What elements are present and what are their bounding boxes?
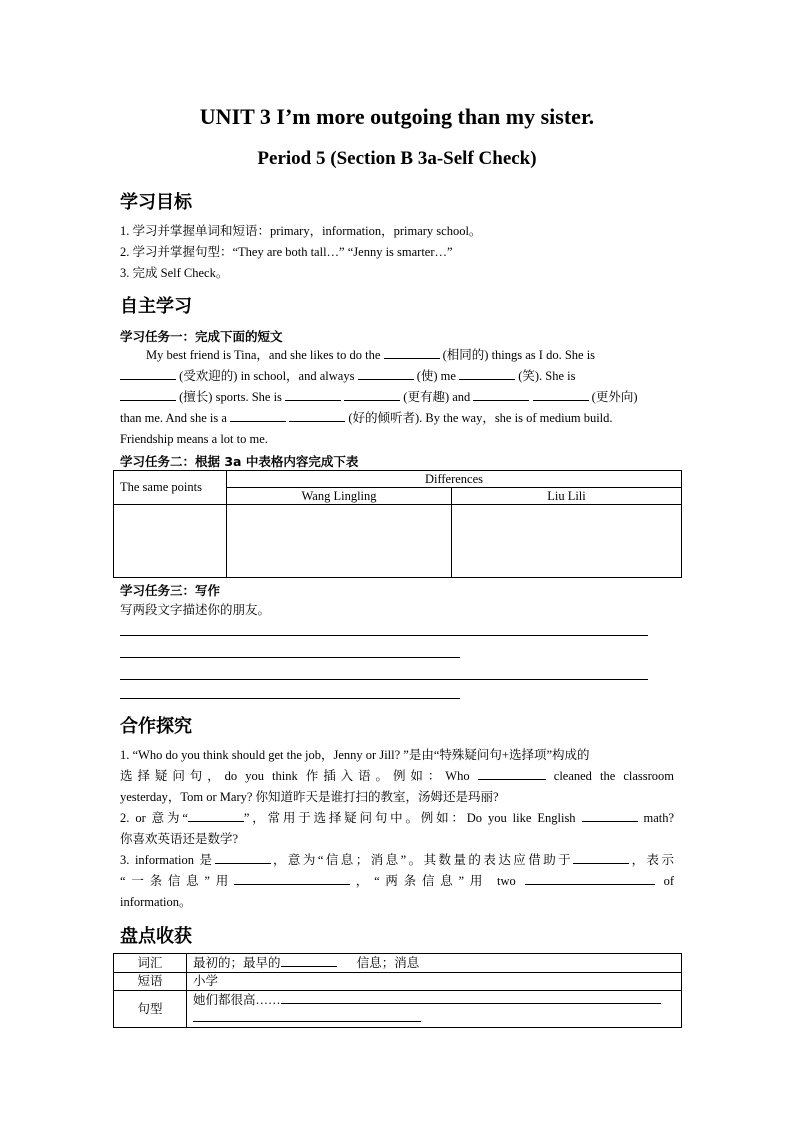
objective-item: 1. 学习并掌握单词和短语：primary，information，primary school。 <box>120 224 482 238</box>
passage-text: My best friend is Tina，and she likes to do the <box>146 348 381 362</box>
blank[interactable] <box>215 851 271 864</box>
task1-label: 学习任务一：完成下面的短文 <box>120 329 283 344</box>
blank[interactable] <box>230 409 286 422</box>
blank[interactable] <box>281 991 661 1004</box>
phrase-label: 短语 <box>114 973 187 991</box>
blank[interactable] <box>473 388 529 401</box>
passage-text: (好的倾听者). By the way，she is of medium build. <box>348 411 613 425</box>
point-text: math? <box>643 811 675 825</box>
objective-item: 2. 学习并掌握句型：“They are both tall…” “Jenny is smarter…” <box>120 245 453 259</box>
wang-lingling-header: Wang Lingling <box>227 488 452 505</box>
point-text: ，“两条信息”用 two <box>350 874 516 888</box>
blank[interactable] <box>188 809 244 822</box>
point-text: ，表示 <box>629 853 674 867</box>
sentence-item: 她们都很高…… <box>193 993 281 1007</box>
task2-label: 学习任务二：根据 3a 中表格内容完成下表 <box>120 454 359 469</box>
passage-text: (受欢迎的) in school，and always <box>179 369 355 383</box>
point-3-example <box>120 871 674 892</box>
blank[interactable] <box>533 388 589 401</box>
passage-text: (使) me <box>416 369 456 383</box>
blank[interactable] <box>384 346 440 359</box>
cooperation-points <box>120 745 674 913</box>
wang-lingling-cell[interactable] <box>227 505 452 578</box>
sentence-cell <box>187 991 682 1028</box>
point-text: 2. or 意为“ <box>120 811 188 825</box>
point-text: cleaned the classroom <box>553 769 675 783</box>
writing-line[interactable] <box>120 635 648 636</box>
blank[interactable] <box>459 367 515 380</box>
point-1-translation: yesterday，Tom or Mary? 你知道昨天是谁打扫的教室，汤姆还是玛丽? <box>120 790 499 804</box>
point-text: of <box>663 874 674 888</box>
phrase-item: 小学 <box>193 974 219 988</box>
passage-text: (相同的) things as I do. She is <box>442 348 596 362</box>
point-text: 3. information 是 <box>120 853 215 867</box>
blank[interactable] <box>285 388 341 401</box>
blank[interactable] <box>478 767 546 780</box>
differences-header: Differences <box>227 471 682 488</box>
blank[interactable] <box>234 872 350 885</box>
liu-lili-cell[interactable] <box>452 505 682 578</box>
blank[interactable] <box>573 851 629 864</box>
point-1-example <box>120 766 674 787</box>
blank[interactable] <box>281 954 337 967</box>
point-text: 选择疑问句，do you think 作插入语。例如：Who <box>120 769 470 783</box>
cooperation-heading: 合作探究 <box>120 716 192 737</box>
blank[interactable] <box>193 1009 421 1022</box>
self-study-heading: 自主学习 <box>120 296 192 317</box>
vocab-label: 词汇 <box>114 954 187 973</box>
point-3-line <box>120 850 674 871</box>
blank[interactable] <box>120 367 176 380</box>
blank[interactable] <box>358 367 414 380</box>
liu-lili-header: Liu Lili <box>452 488 682 505</box>
passage-text: Friendship means a lot to me. <box>120 432 268 446</box>
period-subtitle: Period 5 (Section B 3a-Self Check) <box>257 148 537 169</box>
point-text: ”，常用于选择疑问句中。例如：Do you like English <box>243 811 576 825</box>
objectives-heading: 学习目标 <box>120 192 192 213</box>
same-points-header: The same points <box>114 471 227 505</box>
summary-heading: 盘点收获 <box>120 926 192 947</box>
passage-text: than me. And she is a <box>120 411 227 425</box>
task3-label: 学习任务三：写作 <box>120 583 221 598</box>
writing-line[interactable] <box>120 679 648 680</box>
point-text: ，意为“信息；消息”。其数量的表达应借助于 <box>270 853 574 867</box>
point-2-line <box>120 808 674 829</box>
sentence-label: 句型 <box>114 991 187 1028</box>
vocab-item: 信息；消息 <box>356 956 420 970</box>
blank[interactable] <box>289 409 345 422</box>
point-text: “一条信息”用 <box>120 874 235 888</box>
summary-table <box>113 953 682 1028</box>
point-2-translation: 你喜欢英语还是数学? <box>120 832 239 846</box>
writing-line[interactable] <box>120 657 460 658</box>
objective-item: 3. 完成 Self Check。 <box>120 266 229 280</box>
task1-passage <box>120 345 676 450</box>
passage-text: (更有趣) and <box>403 390 471 404</box>
writing-line[interactable] <box>120 698 460 699</box>
vocab-item: 最初的；最早的 <box>193 956 281 970</box>
unit-title: UNIT 3 I’m more outgoing than my sister. <box>199 104 595 129</box>
phrase-cell <box>187 973 682 991</box>
passage-text: (笑). She is <box>518 369 576 383</box>
vocab-cell <box>187 954 682 973</box>
passage-text: (更外向) <box>591 390 638 404</box>
blank[interactable] <box>582 809 638 822</box>
comparison-table <box>113 470 682 578</box>
blank[interactable] <box>120 388 176 401</box>
task3-instruction: 写两段文字描述你的朋友。 <box>120 603 271 617</box>
blank[interactable] <box>344 388 400 401</box>
point-1-line: 1. “Who do you think should get the job，Jenny or Jill? ”是由“特殊疑问句+选择项”构成的 <box>120 748 590 762</box>
passage-text: (擅长) sports. She is <box>179 390 282 404</box>
same-points-cell[interactable] <box>114 505 227 578</box>
blank[interactable] <box>525 872 655 885</box>
point-3-end: information。 <box>120 895 192 909</box>
